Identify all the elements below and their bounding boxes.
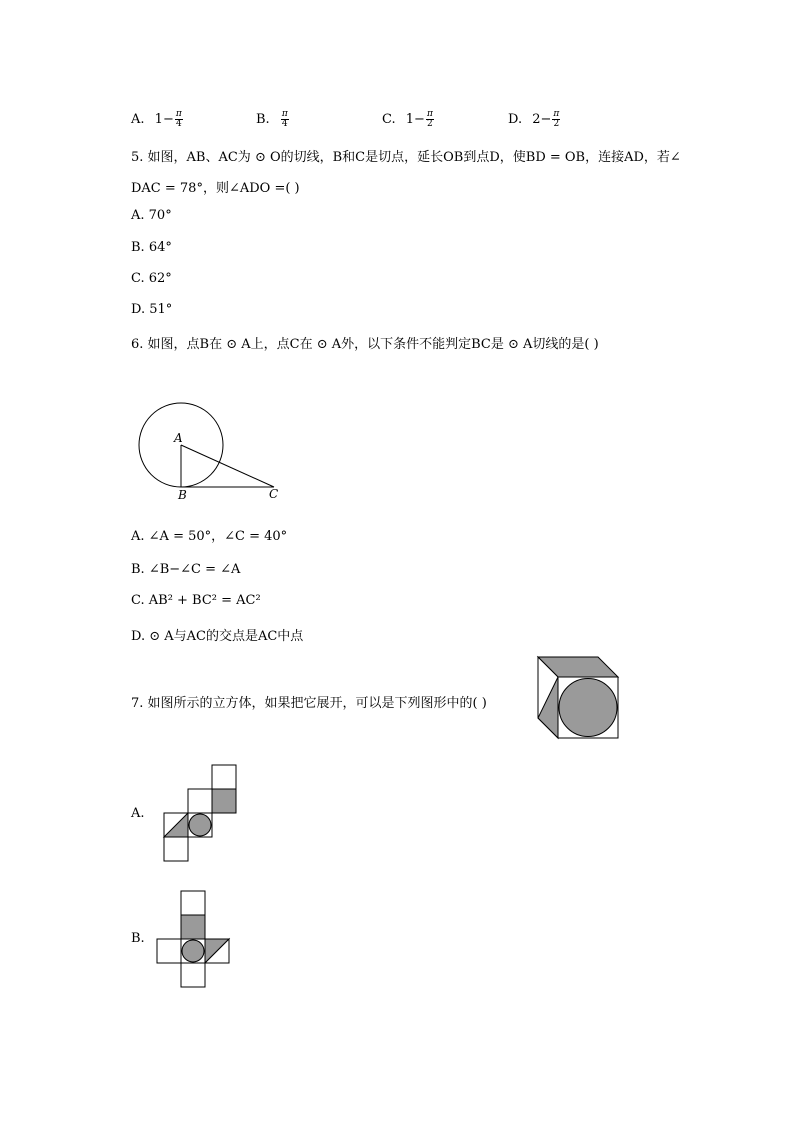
q7-option-b-label: B. bbox=[131, 931, 145, 946]
q4-option-a: A. 1− $\frac{\pi}{4}$ bbox=[131, 109, 182, 129]
fraction: $\frac{\pi}{2}$ bbox=[426, 109, 433, 129]
q7-cube-figure bbox=[535, 655, 625, 745]
q5-stem-line1: 5. 如图，AB、AC为 ⊙ O的切线，B和C是切点，延长OB到点D，使BD = OB，连接AD，若∠ bbox=[131, 150, 681, 165]
label-a: A bbox=[174, 431, 183, 445]
q6-option-d: D. ⊙ A与AC的交点是AC中点 bbox=[131, 629, 304, 644]
fraction: $\frac{\pi}{2}$ bbox=[553, 109, 560, 129]
q6-stem: 6. 如图，点B在 ⊙ A上，点C在 ⊙ A外，以下条件不能判定BC是 ⊙ A切线的是( ) bbox=[131, 337, 599, 352]
q4-option-d: D. 2− $\frac{\pi}{2}$ bbox=[508, 109, 560, 129]
net-a-square bbox=[212, 765, 236, 789]
q7-stem: 7. 如图所示的立方体，如果把它展开，可以是下列图形中的( ) bbox=[131, 696, 487, 711]
fraction: $\frac{\pi}{4}$ bbox=[281, 109, 288, 129]
q5-stem-line2: DAC = 78°，则∠ADO =( ) bbox=[131, 181, 300, 196]
q4-options bbox=[0, 108, 794, 132]
q6-option-b: B. ∠B−∠C = ∠A bbox=[131, 562, 241, 577]
label-b: B bbox=[178, 488, 187, 502]
q5-option-c: C. 62° bbox=[131, 271, 172, 286]
cube-front-circle bbox=[559, 679, 617, 737]
q6-circle-tangent-figure bbox=[130, 395, 290, 505]
net-b-circle bbox=[182, 940, 204, 962]
net-b-square bbox=[157, 939, 181, 963]
net-a-shaded-square bbox=[212, 789, 236, 813]
net-a-square bbox=[164, 837, 188, 861]
q5-option-a: A. 70° bbox=[131, 208, 172, 223]
fraction: $\frac{\pi}{4}$ bbox=[175, 109, 182, 129]
q7-option-a-label: A. bbox=[131, 806, 145, 821]
q5-option-b: B. 64° bbox=[131, 240, 172, 255]
q6-option-c: C. AB² + BC² = AC² bbox=[131, 593, 261, 608]
q6-option-a: A. ∠A = 50°，∠C = 40° bbox=[131, 529, 288, 544]
q7-option-a-net bbox=[160, 763, 240, 865]
q4-option-b: B. $\frac{\pi}{4}$ bbox=[256, 109, 288, 129]
net-a-circle bbox=[189, 814, 211, 836]
q7-option-b-net bbox=[154, 889, 234, 993]
net-b-square bbox=[181, 963, 205, 987]
net-a-square bbox=[188, 789, 212, 813]
q5-option-d: D. 51° bbox=[131, 302, 173, 317]
net-b-square bbox=[181, 891, 205, 915]
net-b-shaded-square bbox=[181, 915, 205, 939]
segment-ac bbox=[181, 445, 274, 487]
label-c: C bbox=[269, 487, 279, 501]
q4-option-c: C. 1− $\frac{\pi}{2}$ bbox=[382, 109, 433, 129]
